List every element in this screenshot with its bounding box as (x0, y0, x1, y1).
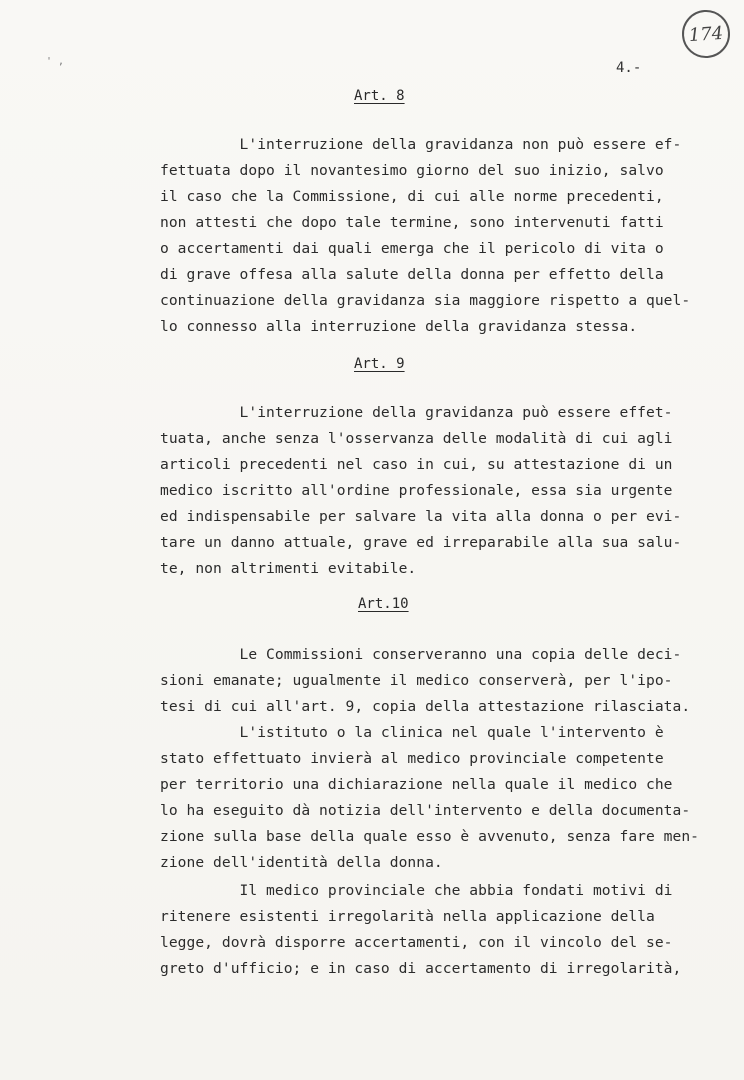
article-9-line: tare un danno attuale, grave ed irreparabile alla sua salu- (160, 534, 682, 551)
article-8-line: continuazione della gravidanza sia maggiore rispetto a quel- (160, 292, 691, 309)
article-10-line: legge, dovrà disporre accertamenti, con il vincolo del se- (160, 934, 673, 951)
page-stamp: 174 (680, 8, 731, 59)
article-10-line: tesi di cui all'art. 9, copia della attestazione rilasciata. (160, 698, 691, 715)
article-10-line: Il medico provinciale che abbia fondati motivi di (160, 882, 673, 899)
article-9-line: tuata, anche senza l'osservanza delle modalità di cui agli (160, 430, 673, 447)
page-number: 4.- (616, 60, 642, 76)
article-10-heading: Art.10 (358, 596, 409, 612)
article-10-line: sioni emanate; ugualmente il medico conserverà, per l'ipo- (160, 672, 673, 689)
article-8-line: o accertamenti dai quali emerga che il pericolo di vita o (160, 240, 664, 257)
article-9-line: ed indispensabile per salvare la vita alla donna o per evi- (160, 508, 682, 525)
article-10-line: stato effettuato invierà al medico provinciale competente (160, 750, 664, 767)
article-9-line: L'interruzione della gravidanza può essere effet- (160, 404, 673, 421)
article-8-line: lo connesso alla interruzione della gravidanza stessa. (160, 318, 638, 335)
article-9-line: articoli precedenti nel caso in cui, su attestazione di un (160, 456, 673, 473)
article-10-line: zione dell'identità della donna. (160, 854, 443, 871)
article-10-line: ritenere esistenti irregolarità nella applicazione della (160, 908, 655, 925)
article-8-line: L'interruzione della gravidanza non può essere ef- (160, 136, 682, 153)
article-8-line: di grave offesa alla salute della donna per effetto della (160, 266, 664, 283)
article-9-line: medico iscritto all'ordine professionale, essa sia urgente (160, 482, 673, 499)
article-9-line: te, non altrimenti evitabile. (160, 560, 417, 577)
article-10-line: greto d'ufficio; e in caso di accertamento di irregolarità, (160, 960, 682, 977)
article-8-line: non attesti che dopo tale termine, sono intervenuti fatti (160, 214, 664, 231)
article-9-heading: Art. 9 (354, 356, 405, 372)
article-8-line: il caso che la Commissione, di cui alle norme precedenti, (160, 188, 664, 205)
article-8-line: fettuata dopo il novantesimo giorno del suo inizio, salvo (160, 162, 664, 179)
scan-specks: ' , (46, 56, 65, 67)
article-10-line: per territorio una dichiarazione nella quale il medico che (160, 776, 673, 793)
article-10-line: Le Commissioni conserveranno una copia delle deci- (160, 646, 682, 663)
article-10-line: L'istituto o la clinica nel quale l'intervento è (160, 724, 664, 741)
article-8-heading: Art. 8 (354, 88, 405, 104)
article-10-line: zione sulla base della quale esso è avvenuto, senza fare men- (160, 828, 700, 845)
article-10-line: lo ha eseguito dà notizia dell'intervento e della documenta- (160, 802, 691, 819)
